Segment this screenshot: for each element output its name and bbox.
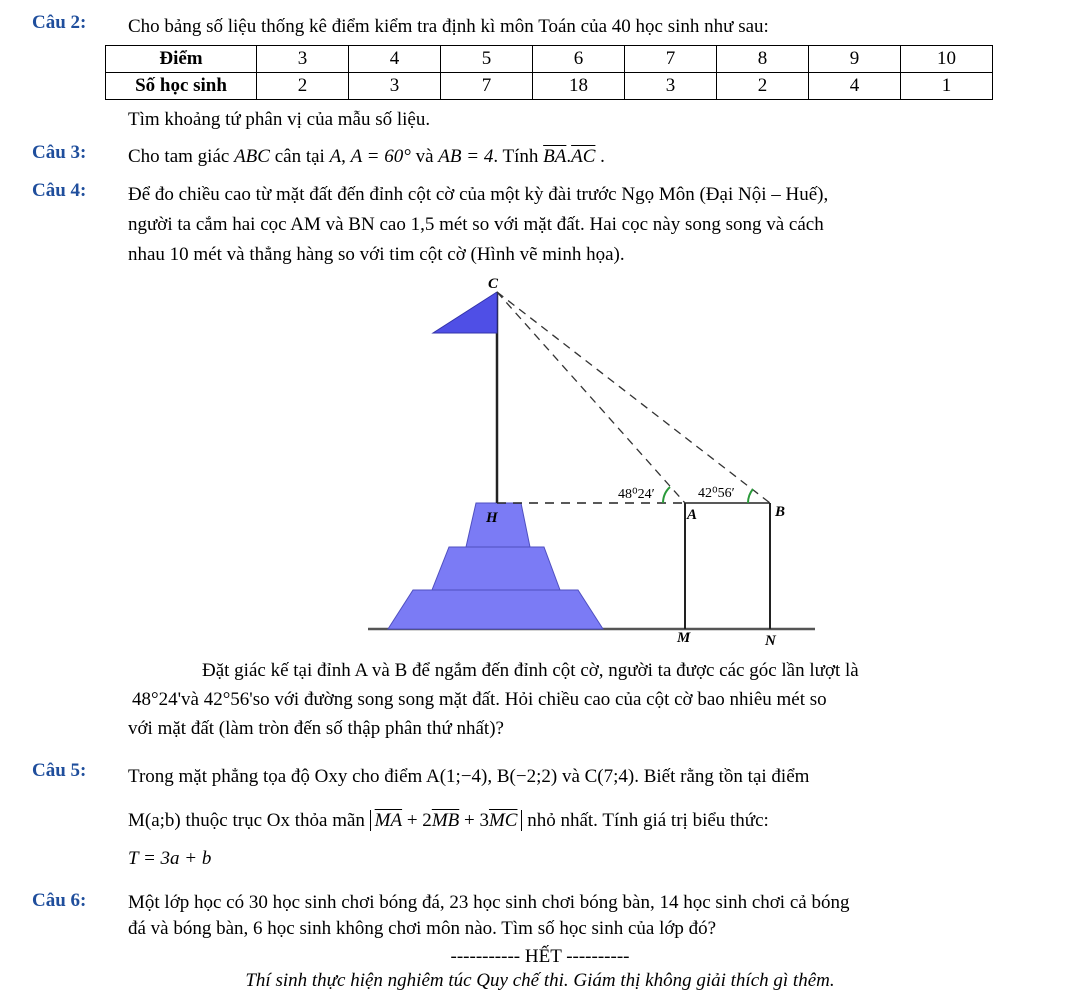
question-6-label: Câu 6: bbox=[32, 890, 87, 911]
vector-ma: $\overline{MA}$ bbox=[374, 810, 403, 831]
flag bbox=[433, 292, 497, 333]
table-row bbox=[106, 46, 993, 73]
question-6 bbox=[32, 890, 1052, 952]
vector-mc: $\overline{MC}$ bbox=[488, 810, 518, 831]
question-6-text bbox=[128, 890, 1052, 942]
abs-expression bbox=[370, 810, 523, 831]
question-2-text: Cho bảng số liệu thống kê điểm kiểm tra định kì môn Toán của 40 học sinh như sau: bbox=[128, 16, 769, 37]
table-header-students: Số học sinh bbox=[106, 73, 257, 100]
sight-line-b bbox=[497, 292, 770, 503]
text: và bbox=[410, 146, 439, 167]
question-5-label: Câu 5: bbox=[32, 760, 87, 781]
text-line bbox=[128, 802, 1052, 840]
table-cell: 10 bbox=[901, 46, 993, 73]
question-2-ask: Tìm khoảng tứ phân vị của mẫu số liệu. bbox=[128, 109, 431, 130]
question-4 bbox=[32, 180, 1052, 275]
text-line: Một lớp học có 30 học sinh chơi bóng đá, 23 học sinh chơi bóng bàn, 14 học sinh chơi cả bóng bbox=[128, 892, 850, 913]
table-cell: 3 bbox=[257, 46, 349, 73]
text: nhỏ nhất. Tính giá trị biểu thức: bbox=[522, 810, 769, 831]
table-cell: 8 bbox=[717, 46, 809, 73]
question-4-paragraph bbox=[128, 656, 1052, 743]
text: M(a;b) thuộc trục Ox thỏa mãn bbox=[128, 810, 370, 831]
question-3-text bbox=[128, 142, 1052, 172]
question-2-label: Câu 2: bbox=[32, 12, 87, 33]
vector-mb: $\overline{MB}$ bbox=[431, 810, 460, 831]
table-cell: 7 bbox=[441, 73, 533, 100]
text: . bbox=[595, 146, 605, 167]
base-bottom bbox=[388, 590, 603, 629]
label-m: M bbox=[677, 630, 691, 646]
table-cell: 5 bbox=[441, 46, 533, 73]
angle-arc-b bbox=[748, 489, 753, 503]
text-line: T = 3a + b bbox=[128, 848, 212, 869]
text-line: Trong mặt phẳng tọa độ Oxy cho điểm A(1;−4), B(−2;2) và C(7;4). Biết rằng tồn tại điểm bbox=[128, 766, 810, 787]
table-cell: 6 bbox=[533, 46, 625, 73]
text-line: Đặt giác kế tại đỉnh A và B để ngắm đến đỉnh cột cờ, người ta được các góc lần lượt là bbox=[202, 660, 859, 681]
vector-ba: $\overline{BA}$ bbox=[543, 146, 567, 167]
table-cell: 4 bbox=[809, 73, 901, 100]
text: + 3 bbox=[459, 810, 489, 831]
text: , bbox=[341, 146, 351, 167]
angle-label-a: 48⁰24′ bbox=[618, 487, 655, 502]
table-cell: 1 bbox=[901, 73, 993, 100]
text-line: người ta cắm hai cọc AM và BN cao 1,5 mét so với mặt đất. Hai cọc này song song và cách bbox=[128, 214, 824, 235]
table-cell: 4 bbox=[349, 46, 441, 73]
text: cân tại bbox=[269, 146, 330, 167]
question-4-text bbox=[128, 180, 1052, 270]
question-5 bbox=[32, 758, 1052, 883]
text-line: với mặt đất (làm tròn đến số thập phân thứ nhất)? bbox=[128, 718, 504, 739]
math-a: A bbox=[329, 146, 342, 167]
text-line: Để đo chiều cao từ mặt đất đến đỉnh cột cờ của một kỳ đài trước Ngọ Môn (Đại Nội – Huế), bbox=[128, 184, 829, 205]
text-line: nhau 10 mét và thẳng hàng so với tim cột cờ (Hình vẽ minh họa). bbox=[128, 244, 625, 265]
end-marker: ----------- HẾT ---------- bbox=[450, 946, 630, 967]
table-cell: 2 bbox=[257, 73, 349, 100]
base-top bbox=[466, 503, 530, 547]
question-3-label: Câu 3: bbox=[32, 142, 87, 163]
table-row bbox=[106, 73, 993, 100]
table-cell: 7 bbox=[625, 46, 717, 73]
question-4-label: Câu 4: bbox=[32, 180, 87, 201]
text: . Tính bbox=[493, 146, 544, 167]
label-a: A bbox=[687, 507, 698, 523]
flagpole-figure bbox=[0, 270, 1080, 650]
table-cell: 3 bbox=[349, 73, 441, 100]
question-5-text bbox=[128, 758, 1052, 878]
label-b: B bbox=[775, 504, 786, 520]
math-abc: ABC bbox=[234, 146, 270, 167]
sight-line-a bbox=[497, 292, 685, 503]
math-ab: AB = 4 bbox=[438, 146, 494, 167]
base-middle bbox=[432, 547, 560, 590]
table-cell: 2 bbox=[717, 73, 809, 100]
label-h: H bbox=[486, 510, 498, 526]
table-cell: 9 bbox=[809, 46, 901, 73]
label-c: C bbox=[488, 276, 499, 292]
question-3 bbox=[32, 142, 1052, 174]
score-table bbox=[105, 45, 993, 100]
text: + 2 bbox=[402, 810, 432, 831]
angle-arc-a bbox=[663, 487, 670, 503]
footer-note: Thí sinh thực hiện nghiêm túc Quy chế thi. Giám thị không giải thích gì thêm. bbox=[245, 970, 835, 991]
table-cell: 18 bbox=[533, 73, 625, 100]
math-angle: A = 60° bbox=[350, 146, 411, 167]
text: . bbox=[566, 146, 572, 167]
text-line: 48°24'và 42°56'so với đường song song mặt đất. Hỏi chiều cao của cột cờ bao nhiêu mét so bbox=[132, 689, 827, 710]
text: Cho tam giác bbox=[128, 146, 235, 167]
vector-ac: $\overline{AC}$ bbox=[571, 146, 596, 167]
text-line: đá và bóng bàn, 6 học sinh không chơi môn nào. Tìm số học sinh của lớp đó? bbox=[128, 918, 717, 939]
label-n: N bbox=[765, 633, 776, 649]
table-header-score: Điểm bbox=[106, 46, 257, 73]
table-cell: 3 bbox=[625, 73, 717, 100]
angle-label-b: 42⁰56′ bbox=[698, 486, 735, 501]
